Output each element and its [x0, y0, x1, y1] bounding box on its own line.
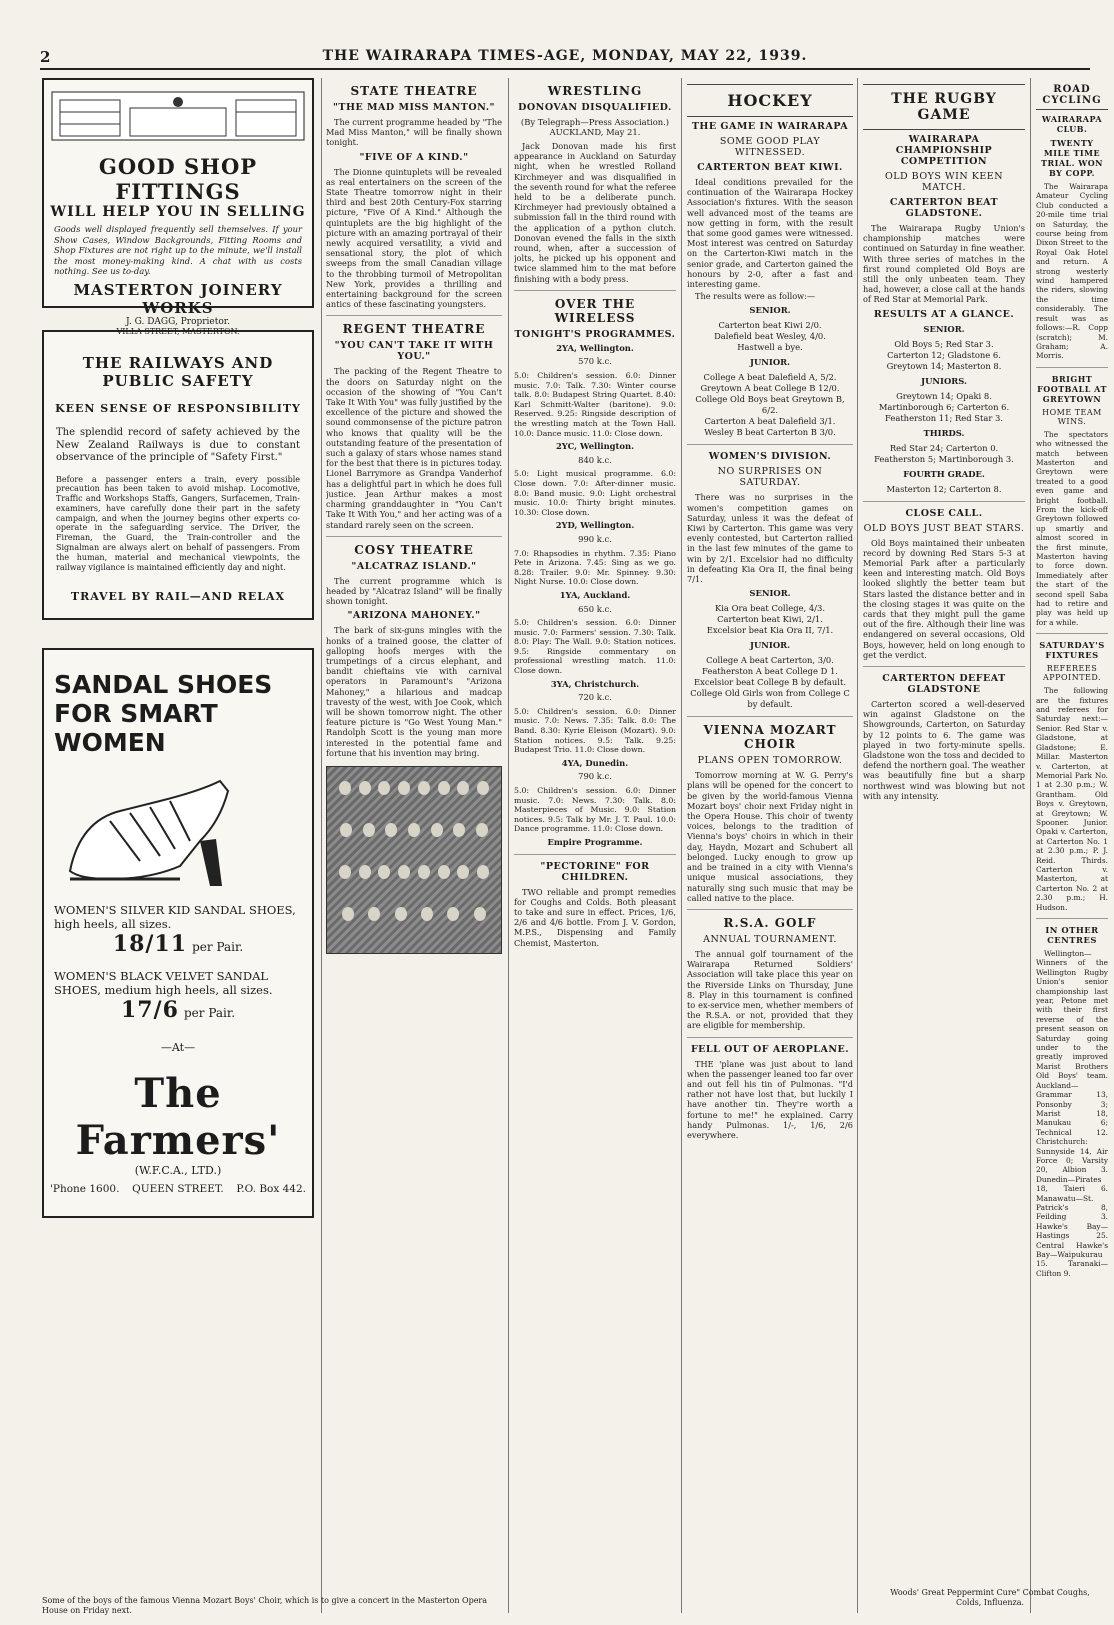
column-rule: [857, 78, 858, 1613]
ad-proprietor: J. G. DAGG, Proprietor.: [126, 316, 230, 327]
result-grade: JUNIORS.: [921, 375, 967, 386]
result-line: Wesley B beat Carterton B 3/0.: [704, 427, 836, 438]
masthead: [40, 48, 1090, 70]
ad-subheadline: WILL HELP YOU IN SELLING: [50, 204, 306, 220]
ad-railways-para1: The splendid record of safety achieved by the New Zealand Railways is due to constant observance of the principle of "Safety First.": [56, 427, 300, 463]
hockey-sub2: SOME GOOD PLAY WITNESSED.: [719, 136, 821, 158]
result-line: Carterton beat Kiwi 2/0.: [718, 320, 822, 331]
ad-headline: GOOD SHOP FITTINGS: [98, 154, 258, 204]
choir-photo: [326, 766, 502, 954]
ad-shop-fittings: [42, 78, 314, 336]
result-line: Masterton 12; Carterton 8.: [886, 483, 1002, 494]
station-item: [514, 759, 676, 834]
station-item: [514, 521, 676, 587]
result-line: Featherston A beat College D 1.: [702, 666, 838, 677]
station-programme: 7.0: Rhapsodies in rhythm. 7.35: Piano Pete in Arizona. 7.45: Sing as we go. 8.28: Trailer. 9.0: Mr. Spinney. 9.30: Night Nurse. 10.0: Close down.: [514, 548, 676, 587]
road-cycling-sub: WAIRARAPA CLUB.: [1041, 114, 1103, 134]
cosy-theatre-heading: COSY THEATRE: [354, 542, 474, 557]
ad-shoes-line2: WOMEN'S BLACK VELVET SANDAL SHOES, medium high heels, all sizes.: [54, 969, 273, 997]
wrestling-body: Jack Donovan made his first appearance in Auckland on Saturday night, when he wrestled Rolland Kirchmeyer and was disqualified in the seventh round for what the referee held to be a deliberate punch. Kirchmeyer had previously obtained a submission fall in the third round with the application of a python clutch. Donovan evened the falls in the sixth round, when, after a succession of jolts, he picked up his opponent and twice slammed him to the mat before finishing with a body press.: [514, 141, 676, 284]
ad-store-phone: 'Phone 1600.: [50, 1183, 120, 1195]
ad-shoes-line1: WOMEN'S SILVER KID SANDAL SHOES, high heels, all sizes.: [54, 903, 296, 931]
ad-company: MASTERTON JOINERY WORKS: [73, 280, 283, 317]
carterton-gladstone-body: Carterton scored a well-deserved win against Gladstone on the Showgrounds, Carterton, on Saturday by 12 points to 6. The game was played in two forty-minute spells. Gladstone won the toss and decided to defend the northern goal. The weather was beautifully fine but a sharp northwest wind was blowing but not with any intensity.: [863, 699, 1025, 801]
result-grade: SENIOR.: [749, 305, 791, 316]
result-grade: THIRDS.: [923, 427, 965, 438]
result-line: Carterton 12; Gladstone 6.: [887, 349, 1001, 360]
result-line: Greytown A beat College B 12/0.: [700, 383, 840, 394]
station-name: 2YD, Wellington.: [555, 520, 635, 531]
rsa-golf-sub: ANNUAL TOURNAMENT.: [703, 933, 837, 945]
cosy-theatre-body: The current programme which is headed by "Alcatraz Island" will be finally shown tonight.: [326, 575, 502, 607]
result-line: College Old Girls won from College C by default.: [690, 688, 850, 710]
ad-store-street: QUEEN STREET.: [132, 1183, 224, 1195]
regent-theatre-heading: REGENT THEATRE: [342, 322, 486, 337]
cosy-theatre-body2: The bark of six-guns mingles with the honks of a trained goose, the clatter of galloping hoofs merges with the trumpetings of a circus elephant, and bandit chieftains vie with carnival operators in Paramount's "Arizona Mahoney," a hilarious and madcap travesty of the west, with Joe Cook, which will be shown tomorrow night. The other feature picture is "Go West Young Man." Randolph Scott is the young man more interested in the potential fame and fortune that his invention may bring.: [326, 625, 502, 758]
ad-railways-title: THE RAILWAYS AND PUBLIC SAFETY: [82, 354, 274, 390]
ad-store-assoc: (W.F.C.A., LTD.): [134, 1164, 222, 1177]
close-call-sub: OLD BOYS JUST BEAT STARS.: [863, 522, 1025, 534]
station-freq: 840 k.c.: [578, 454, 612, 465]
rsa-golf-body: The annual golf tournament of the Wairarapa Returned Soldiers' Association will take place this year on the Riverside Links on Thursday, June 8. Play in this tournament is confined to ex-service men, whether members of the R.S.A. or not, provided that they are eligible for membership.: [687, 948, 853, 1031]
station-name: 4YA, Dunedin.: [561, 757, 629, 768]
ad-shoes-title: SANDAL SHOES: [54, 670, 273, 699]
station-freq: 650 k.c.: [578, 603, 612, 614]
fell-out-body: THE 'plane was just about to land when the passenger leaned too far over and out fell his tin of Pulmonas. "I'd rather not have lost that, but luckily I have another tin. They're worth a fortune to me!" he explained. Carry handy Pulmonas. 1/-, 1/6, 2/6 everywhere.: [687, 1058, 853, 1140]
column-theatres: [326, 78, 502, 1613]
road-cycling-sub2: TWENTY MILE TIME TRIAL. WON BY COPP.: [1040, 138, 1103, 178]
bright-football-body: The spectators who witnessed the match between Masterton and Greytown were treated to a good even game and bright football. From the kick-off Greytown followed up smartly and almost scored in the first minute, Masterton having to force down. Immediately after the start of the second spell Saba had to retire and play was held up for a while.: [1036, 429, 1108, 627]
ad-store-box: P.O. Box 442.: [236, 1183, 306, 1195]
station-freq: 990 k.c.: [578, 533, 612, 544]
station-name: 3YA, Christchurch.: [550, 678, 640, 689]
state-theatre-sub: "THE MAD MISS MANTON.": [332, 102, 495, 113]
ad-body: Goods well displayed frequently sell themselves. If your Show Cases, Window Backgrounds, Fitting Rooms and Shop Fixtures are not right up to the minute, we'll install the most money-making kind. A chat with us costs nothing. See us to-day.: [54, 224, 302, 276]
station-freq: 570 k.c.: [578, 356, 612, 367]
column-ads: [42, 78, 314, 1218]
hockey-sub: THE GAME IN WAIRARAPA: [691, 121, 849, 132]
station-item: [514, 680, 676, 755]
column-rugby: [863, 78, 1025, 1613]
ad-sandal-shoes: [42, 648, 314, 1218]
masthead-title: THE WAIRARAPA TIMES-AGE, MONDAY, MAY 22, 1939.: [322, 48, 808, 64]
peppermint-cure-ad: Woods' Great Peppermint Cure" Combat Coughs, Colds, Influenza.: [890, 1588, 1090, 1607]
ad-railways-para2: Before a passenger enters a train, every possible precaution has been taken to avoid mishap. Locomotive, Traffic and Workshops Staffs, Gangers, Surfacemen, Train-examiners, have carefully done their part in the safety campaign, and when the journey begins other experts co-operate in the safeguarding service. The Driver, the Fireman, the Guard, the Train-controller and the Signalman are always alert on behalf of passengers. From the human, material and mechanical viewpoints, the railway vigilance is maintained efficiently day and night.: [56, 474, 300, 572]
results-at-glance-heading: RESULTS AT A GLANCE.: [873, 308, 1015, 320]
result-grade: SENIOR.: [923, 323, 965, 334]
pectorine-heading: "PECTORINE" FOR CHILDREN.: [540, 860, 650, 883]
other-centres-body: Wellington—Winners of the Wellington Rugby Union's senior championship last year, Petone met with their first reverse of the present season on Saturday going under to the greatly improved Marist Brothers Old Boys' team. Auckland—Grammar 13, Ponsonby 3; Marist 18, Manukau 6; Technical 12. Christchurch: Sunnyside 14, Air Force 0; Varsity 20, Albion 3. Dunedin—Pirates 18, Taieri 6. Manawatu—St. Patrick's 8, Feilding 3. Hawke's Bay—Hastings 25. Central Hawke's Bay—Waipukurau 15. Taranaki—Clifton 9.: [1036, 949, 1108, 1278]
station-freq: 790 k.c.: [578, 771, 612, 782]
road-cycling-heading: ROAD CYCLING: [1036, 84, 1108, 110]
saturday-fixtures-body: The following are the fixtures and referees for Saturday next:— Senior. Red Star v. Gladstone, at Gladstone; E. Millar. Masterton v. Carterton, at Memorial Park No. 1 at 2.30 p.m.; W. Grantham. Old Boys v. Greytown, at Greytown; W. Spooner. Junior. Opaki v. Carterton, at Carterton No. 1 at 2.30 p.m.; P. J. Reid. Thirds. Carterton v. Masterton, at Carterton No. 2 at 2.30 p.m.; H. Hudson.: [1036, 686, 1108, 912]
road-cycling-body: The Wairarapa Amateur Cycling Club conducted a 20-mile time trial on Saturday, the course being from Dixon Street to the Royal Oak Hotel and return. A strong westerly wind hampered the riders, slowing the time considerably. The result was as follows:—R. Copp (scratch); M. Graham; A. Morris.: [1036, 182, 1108, 361]
result-line: Hastwell a bye.: [737, 342, 803, 353]
ad-store-name: The Farmers': [75, 1070, 281, 1164]
ad-railways: [42, 330, 314, 620]
womens-results: [687, 588, 853, 710]
result-grade: SENIOR.: [749, 588, 791, 599]
wireless-sub: TONIGHT'S PROGRAMMES.: [514, 328, 676, 340]
result-line: Dalefield beat Wesley, 4/0.: [714, 331, 826, 342]
vienna-choir-heading: VIENNA MOZART CHOIR: [703, 723, 837, 752]
bright-football-sub: HOME TEAM WINS.: [1042, 407, 1102, 426]
station-item: [514, 442, 676, 517]
vienna-choir-sub: PLANS OPEN TOMORROW.: [697, 755, 843, 767]
regent-theatre-body: The packing of the Regent Theatre to the doors on Saturday night on the occasion of the showing of "You Can't Take It With You" was fully justified by the excellence of the picture and showed the sound commonsense of the picture patron who knows that quality will be the outstanding feature of the presentation of such a galaxy of stars whose names stand for the best that there is in pictures today. Lionel Barrymore as Grandpa Vanderhof has a delightful part in which he does full justice. Jean Arthur makes a most charming granddaughter in "You Can't Take It With You," and her acting was of a standard rarely seen on the screen.: [326, 366, 502, 530]
result-line: Carterton beat Kiwi, 2/1.: [717, 614, 823, 625]
ad-shoes-price1: 18/11: [112, 931, 188, 957]
saturday-fixtures-heading: SATURDAY'S FIXTURES: [1039, 640, 1105, 661]
column-wireless: [514, 78, 676, 1613]
result-line: College Old Boys beat Greytown B, 6/2.: [695, 394, 845, 416]
result-grade: JUNIOR.: [749, 640, 790, 651]
station-name: 1YA, Auckland.: [559, 589, 631, 600]
ad-railways-subtitle: KEEN SENSE OF RESPONSIBILITY: [55, 402, 301, 415]
column-rule: [1030, 78, 1031, 1613]
result-line: Old Boys 5; Red Star 3.: [894, 338, 994, 349]
hockey-results: [687, 305, 853, 438]
result-line: Red Star 24; Carterton 0.: [889, 442, 999, 453]
saturday-fixtures-sub: REFEREES APPOINTED.: [1042, 664, 1102, 683]
hockey-heading: HOCKEY: [687, 84, 853, 117]
state-theatre-sub2: "FIVE OF A KIND.": [359, 151, 469, 163]
cosy-theatre-sub: "ALCATRAZ ISLAND.": [351, 560, 477, 572]
empire-programme-heading: Empire Programme.: [547, 836, 643, 847]
station-name: 2YC, Wellington.: [555, 441, 634, 452]
ad-shoes-price2: 17/6: [120, 997, 179, 1023]
result-line: Featherston 5; Martinborough 3.: [874, 453, 1014, 464]
result-line: Featherston 11; Red Star 3.: [885, 412, 1003, 423]
result-grade: FOURTH GRADE.: [903, 468, 985, 479]
result-line: Excelsior beat Kia Ora II, 7/1.: [706, 625, 834, 636]
station-item: [514, 591, 676, 676]
result-line: College A beat Carterton, 3/0.: [706, 655, 834, 666]
column-hockey: [687, 78, 853, 1613]
wrestling-sub: DONOVAN DISQUALIFIED.: [518, 102, 672, 113]
state-theatre-body2: The Dionne quintuplets will be revealed as real entertainers on the screen of the State Theatre tomorrow night in their third and best 20th Century-Fox starring picture, "Five Of A Kind." Although the quintuplets are the big highlight of the picture with an amazing portrayal of their newly acquired versatility, a vivid and sensational story, the plot of which sweeps from the small Canadian village to the throbbing turmoil of Metropolitan New York, provides a thrilling and entertaining background for the screen antics of these fascinating youngsters.: [326, 166, 502, 310]
station-freq: 720 k.c.: [578, 692, 612, 703]
column-cycling: [1036, 78, 1108, 1613]
ad-address: VILLA STREET, MASTERTON.: [116, 326, 240, 336]
wireless-heading: OVER THE WIRELESS: [554, 296, 636, 325]
wrestling-heading: WRESTLING: [547, 84, 643, 98]
carterton-gladstone-heading: CARTERTON DEFEAT GLADSTONE: [882, 673, 1006, 696]
rugby-sub3: CARTERTON BEAT GLADSTONE.: [889, 197, 999, 219]
result-line: Martinborough 6; Carterton 6.: [878, 401, 1010, 412]
state-theatre-body: The current programme headed by "The Mad Miss Manton," will be finally shown tonight.: [326, 117, 502, 148]
hockey-body: Ideal conditions prevailed for the continuation of the Wairarapa Hockey Association's fixtures. With the season well advanced most of the teams are now getting in form, with the result that some good games were witnessed. Most interest was centred on Saturday on the Carterton-Kiwi match in the senior grade, and Carterton gained the honours by 2-0, after a fast and interesting game.: [687, 177, 853, 290]
result-grade: JUNIOR.: [749, 357, 790, 368]
fell-out-heading: FELL OUT OF AEROPLANE.: [690, 1043, 850, 1055]
station-programme: 5.0: Children's session. 6.0: Dinner music. 7.0: Farmers' session. 7.30: Talk. 8.0: Play: The Wall. 9.0: Station notices. 9.5: Ringside commentary on professional wrestling match. 11.0: Close down.: [514, 618, 676, 676]
sandal-shoe-illustration: [50, 761, 250, 891]
womens-division-heading: WOMEN'S DIVISION.: [708, 451, 832, 463]
station-programme: 5.0: Children's session. 6.0: Dinner music. 7.0: Talk. 7.30: Winter course talk. 8.0: Budapest String Quartet. 8.40: Karl Schmitt-Walter (baritone). 9.0: Reserved. 9.25: Ringside description of the wrestling match at the Town Hall. 10.0: Dance music. 11.0: Close down.: [514, 371, 676, 438]
ad-railways-slogan: TRAVEL BY RAIL—AND RELAX: [70, 590, 286, 604]
rugby-sub: WAIRARAPA CHAMPIONSHIP COMPETITION: [895, 134, 993, 167]
rugby-heading: THE RUGBY GAME: [863, 84, 1025, 130]
ad-store-contact: [50, 1183, 306, 1195]
choir-photo-caption: Some of the boys of the famous Vienna Mozart Boys' Choir, which is to give a concert in the Masterton Opera House on Friday next.: [42, 1596, 488, 1615]
close-call-heading: CLOSE CALL.: [905, 507, 983, 519]
vienna-choir-body: Tomorrow morning at W. G. Perry's plans will be opened for the concert to be given by the world-famous Vienna Mozart boys' choir next Friday night in the Opera House. This choir of twenty voices, belongs to the tradition of Vienna's boys' choirs in which in their day, Haydn, Mozart and Schubert all belonged. Lucky enough to grow up and be trained in a city with Vienna's unique musical associations, they naturally sing such music that may be called native to the place.: [687, 770, 853, 903]
result-line: Greytown 14; Masterton 8.: [886, 360, 1002, 371]
womens-division-sub: NO SURPRISES ON SATURDAY.: [717, 466, 823, 489]
bright-football-heading: BRIGHT FOOTBALL AT GREYTOWN: [1037, 373, 1107, 404]
result-line: Excelsior beat College B by default.: [693, 677, 846, 688]
page-number: 2: [40, 48, 51, 66]
hockey-sub3: CARTERTON BEAT KIWI.: [697, 162, 843, 173]
close-call-body: Old Boys maintained their unbeaten record by downing Red Stars 5-3 at Memorial Park after a particularly keen and interesting match. Old Boys looked slightly the better team but Stars lasted the distance better and in the closing stages it was quite on the cards that they might pull the game out of the fire. Although their line was endangered on several occasions, Old Boys, however, held on long enough to get the verdict.: [863, 537, 1025, 660]
ad-shoes-title2: FOR SMART WOMEN: [54, 699, 218, 757]
rugby-results: [863, 324, 1025, 495]
regent-theatre-sub: "YOU CAN'T TAKE IT WITH YOU.": [334, 340, 494, 363]
station-list: [514, 344, 676, 848]
result-line: College A beat Dalefield A, 5/2.: [703, 372, 837, 383]
station-item: [514, 344, 676, 438]
cosy-theatre-sub2: "ARIZONA MAHONEY.": [347, 610, 481, 622]
column-rule: [681, 78, 682, 1613]
hockey-results-head: The results were as follow:—: [695, 291, 816, 302]
column-rule: [321, 78, 322, 1613]
rugby-body: The Wairarapa Rugby Union's championship matches were continued on Saturday in fine weather. With three series of matches in the first round completed Old Boys are still the only unbeaten team. They had, however, a close call at the hands of Red Star at Memorial Park.: [863, 223, 1025, 305]
ad-shoes-per2: per Pair.: [183, 1006, 236, 1020]
station-programme: 5.0: Light musical programme. 6.0: Close down. 7.0: After-dinner music. 8.0: Band music. 9.0: Light orchestral music. 10.0: Thirty bright minutes. 10.30: Close down.: [514, 469, 676, 517]
womens-division-body: There was no surprises in the women's competition games on Saturday, unless it was the defeat of Kiwi by Carterton. This game was very evenly contested, but Carterton rallied in the last few minutes of the game to win by 2/1. Excelsior had no difficulty in defeating Kia Ora II, the final being 7/1.: [687, 492, 853, 585]
result-line: Greytown 14; Opaki 8.: [896, 390, 992, 401]
station-programme: 5.0: Children's session. 6.0: Dinner music. 7.0: News. 7.35: Talk. 8.0: The Band. 8.30: Kyrie Eleison (Mozart). 9.0: Station notices. 9.5: Talk. 9.25: Budapest Trio. 11.0: Close down.: [514, 706, 676, 755]
shop-interior-illustration: [50, 86, 306, 142]
other-centres-heading: IN OTHER CENTRES: [1045, 925, 1099, 945]
ad-shoes-at: —At—: [160, 1041, 196, 1054]
pectorine-body: TWO reliable and prompt remedies for Coughs and Colds. Both pleasant to take and sure in effect. Prices, 1/6, 2/6 and 4/6 bottle. From J. V. Gordon, M.P.S., Dispensing and Family Chemist, Masterton.: [514, 886, 676, 948]
rsa-golf-heading: R.S.A. GOLF: [723, 915, 817, 930]
station-name: 2YA, Wellington.: [556, 342, 634, 353]
result-line: Carterton A beat Dalefield 3/1.: [704, 416, 836, 427]
rugby-sub2: OLD BOYS WIN KEEN MATCH.: [884, 171, 1004, 193]
state-theatre-heading: STATE THEATRE: [350, 84, 478, 98]
station-programme: 5.0: Children's session. 6.0: Dinner music. 7.0: News. 7.30: Talk. 8.0: Masterpieces of Music. 9.0: Station notices. 9.5: Talk by Mr. J. T. Paul. 10.0: Dance programme. 11.0: Close down.: [514, 786, 676, 834]
column-rule: [508, 78, 509, 1613]
result-line: Kia Ora beat College, 4/3.: [715, 603, 825, 614]
wrestling-byline: (By Telegraph—Press Association.) AUCKLAND, May 21.: [520, 117, 670, 137]
ad-shoes-per1: per Pair.: [192, 940, 244, 954]
